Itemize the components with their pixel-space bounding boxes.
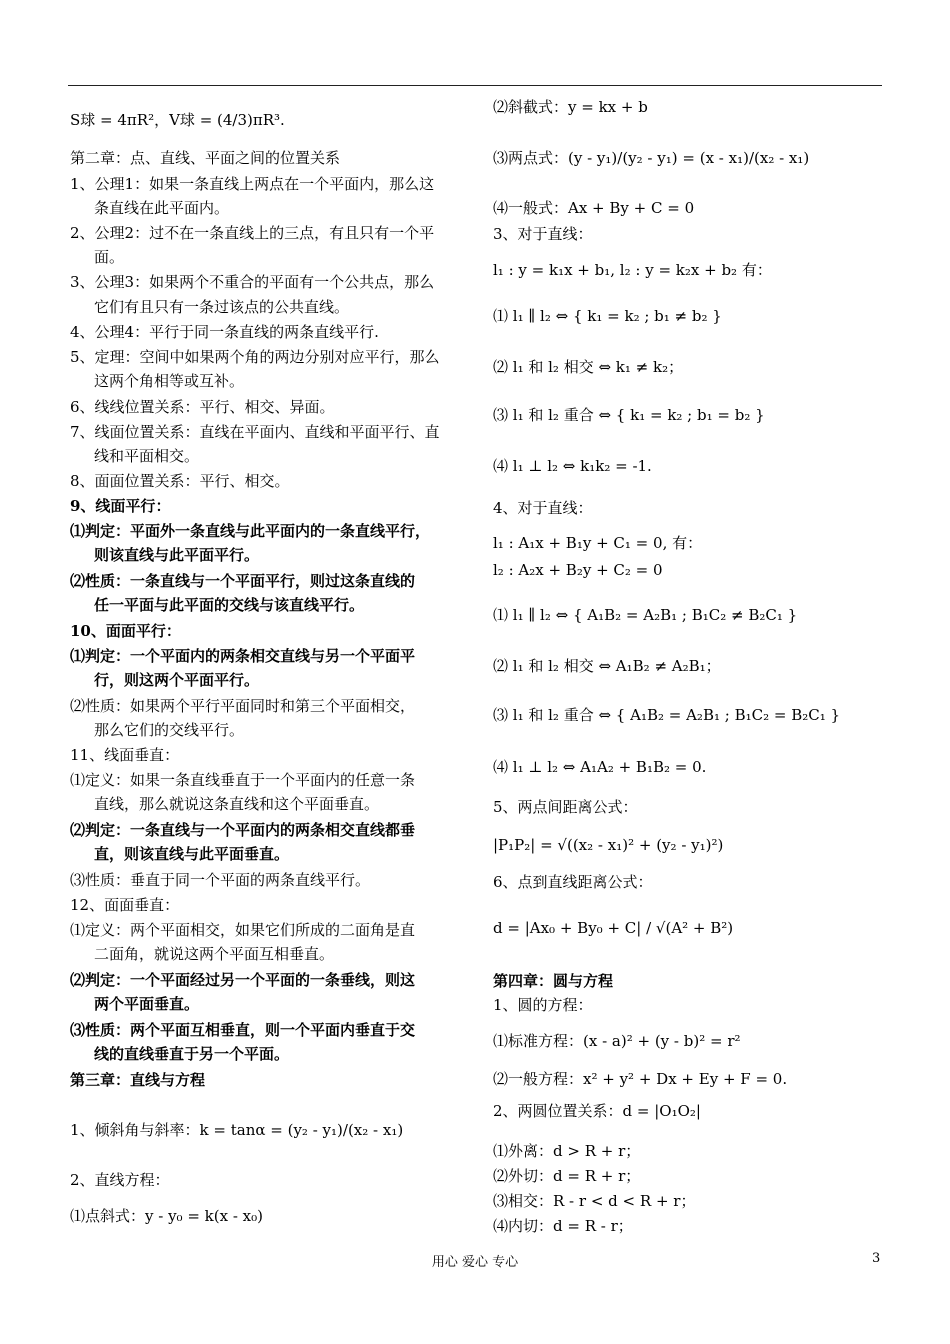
chapter-2-heading: 第二章：点、直线、平面之间的位置关系 <box>70 149 341 167</box>
abc-perpendicular: ⑷ l₁ ⊥ l₂ ⇔ A₁A₂ + B₁B₂ = 0. <box>493 758 707 776</box>
lp-parallel-prop-2: 任一平面与此平面的交线与该直线平行。 <box>94 596 365 614</box>
k-coincide: ⑶ l₁ 和 l₂ 重合 ⇔ { k₁ = k₂ ; b₁ = b₂ } <box>493 406 765 424</box>
line-plane-perp-heading: 11、线面垂直： <box>70 746 180 764</box>
axiom-3-line-2: 它们有且只有一条过该点的公共直线。 <box>94 298 350 316</box>
k-intersect: ⑵ l₁ 和 l₂ 相交 ⇔ k₁ ≠ k₂； <box>493 358 684 376</box>
plane-plane-relation: 8、面面位置关系：平行、相交。 <box>70 472 290 490</box>
lp-perp-def-1: ⑴定义：如果一条直线垂直于一个平面内的任意一条 <box>70 771 416 789</box>
abc-parallel: ⑴ l₁ ∥ l₂ ⇔ { A₁B₂ = A₂B₁ ; B₁C₂ ≠ B₂C₁ } <box>493 606 798 624</box>
theorem-line-2: 这两个角相等或互补。 <box>94 372 245 390</box>
lp-perp-judge-1: ⑵判定：一条直线与一个平面内的两条相交直线都垂 <box>70 821 416 839</box>
lp-perp-def-2: 直线，那么就说这条直线和这个平面垂直。 <box>94 795 380 813</box>
chapter-4-heading: 第四章：圆与方程 <box>493 972 614 990</box>
lp-perp-prop: ⑶性质：垂直于同一个平面的两条直线平行。 <box>70 871 371 889</box>
circles-separate: ⑴外离：d > R + r； <box>493 1142 641 1160</box>
line-rel-k-heading: 3、对于直线： <box>493 225 593 243</box>
page-number: 3 <box>872 1251 881 1266</box>
two-point-form: ⑶两点式：(y - y₁)/(y₂ - y₁) = (x - x₁)/(x₂ - x₁) <box>493 149 810 167</box>
k-perpendicular: ⑷ l₁ ⊥ l₂ ⇔ k₁k₂ = -1. <box>493 457 652 475</box>
circle-general-form: ⑵一般方程：x² + y² + Dx + Ey + F = 0. <box>493 1070 788 1088</box>
pp-parallel-judge-1: ⑴判定：一个平面内的两条相交直线与另一个平面平 <box>70 647 416 665</box>
line-equation-heading: 2、直线方程： <box>70 1171 170 1189</box>
circles-internal-tangent: ⑷内切：d = R - r； <box>493 1217 633 1235</box>
pp-perp-judge-2: 两个平面垂直。 <box>94 995 200 1013</box>
k-parallel: ⑴ l₁ ∥ l₂ ⇔ { k₁ = k₂ ; b₁ ≠ b₂ } <box>493 307 722 325</box>
theorem-line-1: 5、定理：空间中如果两个角的两边分别对应平行，那么 <box>70 348 440 366</box>
axiom-2-line-2: 面。 <box>94 248 125 266</box>
plane-plane-perp-heading: 12、面面垂直： <box>70 896 180 914</box>
pp-perp-prop-1: ⑶性质：两个平面互相垂直，则一个平面内垂直于交 <box>70 1021 416 1039</box>
circles-intersect: ⑶相交：R - r < d < R + r； <box>493 1192 696 1210</box>
line-line-relation: 6、线线位置关系：平行、相交、异面。 <box>70 398 335 416</box>
line-plane-parallel-heading: 9、线面平行： <box>70 497 171 515</box>
line-plane-relation-2: 线和平面相交。 <box>94 447 200 465</box>
axiom-1-line-2: 条直线在此平面内。 <box>94 199 230 217</box>
lp-perp-judge-2: 直，则该直线与此平面垂直。 <box>94 845 290 863</box>
distance-point-line-heading: 6、点到直线距离公式： <box>493 873 653 891</box>
axiom-4: 4、公理4：平行于同一条直线的两条直线平行. <box>70 323 379 341</box>
lp-parallel-prop-1: ⑵性质：一条直线与一个平面平行，则过这条直线的 <box>70 572 416 590</box>
pp-perp-def-2: 二面角，就说这两个平面互相垂直。 <box>94 945 335 963</box>
axiom-1-line-1: 1、公理1：如果一条直线上两点在一个平面内，那么这 <box>70 175 435 193</box>
slope-intercept-form: ⑵斜截式：y = kx + b <box>493 98 648 116</box>
pp-parallel-prop-2: 那么它们的交线平行。 <box>94 721 245 739</box>
pp-perp-judge-1: ⑵判定：一个平面经过另一个平面的一条垂线，则这 <box>70 971 416 989</box>
lp-parallel-judge-2: 则该直线与此平面平行。 <box>94 546 260 564</box>
line-abc-def-1: l₁ : A₁x + B₁y + C₁ = 0, 有： <box>493 534 703 552</box>
header-rule <box>68 85 882 86</box>
pp-parallel-prop-1: ⑵性质：如果两个平行平面同时和第三个平面相交， <box>70 697 416 715</box>
distance-two-points-formula: |P₁P₂| = √((x₂ - x₁)² + (y₂ - y₁)²) <box>493 836 724 854</box>
abc-intersect: ⑵ l₁ 和 l₂ 相交 ⇔ A₁B₂ ≠ A₂B₁； <box>493 657 721 675</box>
point-slope-form: ⑴点斜式：y - y₀ = k(x - x₀) <box>70 1207 264 1225</box>
general-form: ⑷一般式：Ax + By + C = 0 <box>493 199 695 217</box>
axiom-3-line-1: 3、公理3：如果两个不重合的平面有一个公共点，那么 <box>70 273 435 291</box>
plane-plane-parallel-heading: 10、面面平行： <box>70 622 181 640</box>
abc-coincide: ⑶ l₁ 和 l₂ 重合 ⇔ { A₁B₂ = A₂B₁ ; B₁C₂ = B₂C₁ } <box>493 706 841 724</box>
pp-perp-def-1: ⑴定义：两个平面相交，如果它们所成的二面角是直 <box>70 921 416 939</box>
axiom-2-line-1: 2、公理2：过不在一条直线上的三点，有且只有一个平 <box>70 224 435 242</box>
circle-standard-form: ⑴标准方程：(x - a)² + (y - b)² = r² <box>493 1032 741 1050</box>
sphere-formula: S球 = 4πR²，V球 = (4/3)πR³. <box>70 111 285 129</box>
line-abc-def-2: l₂ : A₂x + B₂y + C₂ = 0 <box>493 561 663 579</box>
line-k-defs: l₁ : y = k₁x + b₁, l₂ : y = k₂x + b₂ 有： <box>493 261 772 279</box>
line-rel-abc-heading: 4、对于直线： <box>493 499 593 517</box>
circles-external-tangent: ⑵外切：d = R + r； <box>493 1167 641 1185</box>
slope-formula: 1、倾斜角与斜率：k = tanα = (y₂ - y₁)/(x₂ - x₁) <box>70 1121 404 1139</box>
distance-point-line-formula: d = |Ax₀ + By₀ + C| / √(A² + B²) <box>493 919 734 937</box>
distance-two-points-heading: 5、两点间距离公式： <box>493 798 638 816</box>
pp-parallel-judge-2: 行，则这两个平面平行。 <box>94 671 260 689</box>
footer-slogan: 用心 爱心 专心 <box>431 1255 519 1270</box>
circle-equation-heading: 1、圆的方程： <box>493 996 593 1014</box>
chapter-3-heading: 第三章：直线与方程 <box>70 1071 206 1089</box>
two-circles-relation-heading: 2、两圆位置关系：d = |O₁O₂| <box>493 1102 701 1120</box>
lp-parallel-judge-1: ⑴判定：平面外一条直线与此平面内的一条直线平行， <box>70 522 431 540</box>
line-plane-relation-1: 7、线面位置关系：直线在平面内、直线和平面平行、直 <box>70 423 440 441</box>
pp-perp-prop-2: 线的直线垂直于另一个平面。 <box>94 1045 290 1063</box>
